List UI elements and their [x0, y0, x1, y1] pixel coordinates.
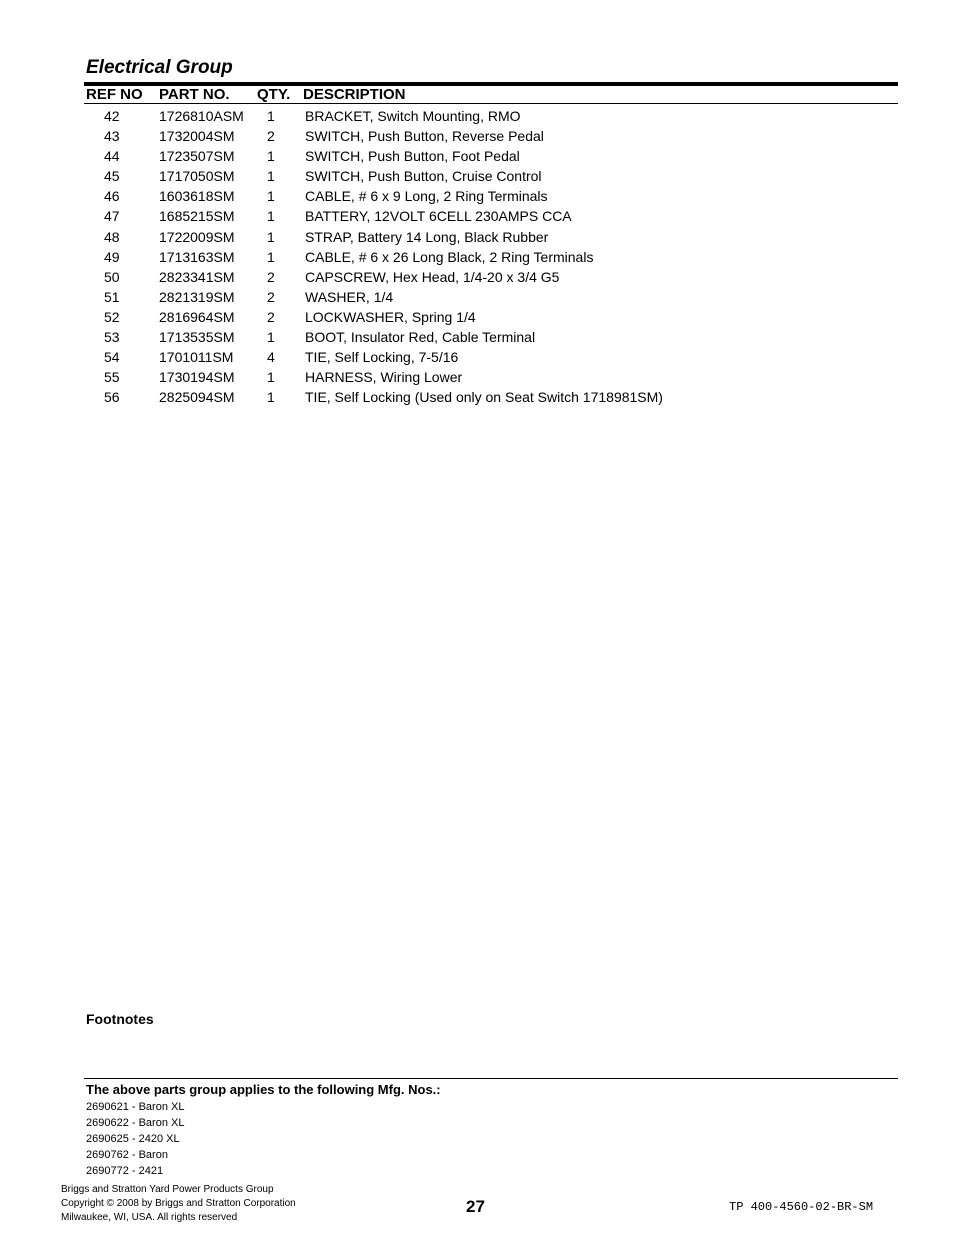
mfg-number-item: 2690772 - 2421	[86, 1165, 164, 1177]
qty-cell: 1	[267, 108, 275, 124]
parts-table	[84, 106, 898, 407]
table-row	[84, 126, 898, 146]
qty-cell: 1	[267, 168, 275, 185]
table-row	[84, 387, 898, 407]
copyright-line: Copyright © 2008 by Briggs and Stratton Corporation	[61, 1198, 296, 1209]
footer-divider	[84, 1078, 898, 1079]
description-cell: STRAP, Battery 14 Long, Black Rubber	[305, 228, 549, 245]
ref-cell: 48	[104, 228, 120, 245]
qty-cell: 1	[267, 389, 275, 406]
ref-cell: 45	[104, 168, 120, 185]
ref-cell: 42	[104, 108, 120, 124]
ref-cell: 43	[104, 128, 120, 145]
description-cell: LOCKWASHER, Spring 1/4	[305, 308, 476, 325]
qty-cell: 1	[267, 369, 275, 386]
table-row	[84, 206, 898, 226]
part-number-cell: 2825094SM	[159, 389, 235, 406]
qty-cell: 4	[267, 349, 275, 366]
description-cell: SWITCH, Push Button, Cruise Control	[305, 168, 542, 185]
rights-line: Milwaukee, WI, USA. All rights reserved	[61, 1212, 238, 1223]
ref-cell: 55	[104, 369, 120, 386]
description-cell: HARNESS, Wiring Lower	[305, 369, 463, 386]
description-cell: CAPSCREW, Hex Head, 1/4-20 x 3/4 G5	[305, 268, 560, 285]
qty-cell: 1	[267, 188, 275, 205]
description-cell: SWITCH, Push Button, Foot Pedal	[305, 148, 520, 165]
mfg-number-item: 2690625 - 2420 XL	[86, 1133, 180, 1145]
ref-cell: 49	[104, 248, 120, 265]
table-row	[84, 247, 898, 267]
ref-cell: 51	[104, 288, 120, 305]
part-number-cell: 1713163SM	[159, 248, 235, 265]
qty-cell: 2	[267, 128, 275, 145]
part-number-cell: 1717050SM	[159, 168, 235, 185]
part-number-cell: 1723507SM	[159, 148, 235, 165]
column-header-description: DESCRIPTION	[303, 86, 406, 103]
ref-cell: 50	[104, 268, 120, 285]
qty-cell: 1	[267, 148, 275, 165]
column-header-part: PART NO.	[159, 86, 230, 103]
table-row	[84, 267, 898, 287]
table-row	[84, 327, 898, 347]
table-row	[84, 347, 898, 367]
mfg-number-item: 2690621 - Baron XL	[86, 1101, 185, 1113]
table-header	[84, 86, 898, 104]
qty-cell: 2	[267, 268, 275, 285]
document-id: TP 400-4560-02-BR-SM	[729, 1200, 874, 1214]
part-number-cell: 1732004SM	[159, 128, 235, 145]
column-header-ref: REF NO	[86, 86, 143, 103]
qty-cell: 2	[267, 308, 275, 325]
table-row	[84, 367, 898, 387]
ref-cell: 47	[104, 208, 120, 225]
description-cell: BOOT, Insulator Red, Cable Terminal	[305, 329, 536, 346]
description-cell: BRACKET, Switch Mounting, RMO	[305, 108, 521, 124]
qty-cell: 1	[267, 208, 275, 225]
description-cell: WASHER, 1/4	[305, 288, 394, 305]
part-number-cell: 1603618SM	[159, 188, 235, 205]
publisher-line: Briggs and Stratton Yard Power Products Group	[61, 1184, 274, 1195]
qty-cell: 1	[267, 228, 275, 245]
ref-cell: 53	[104, 329, 120, 346]
ref-cell: 52	[104, 308, 120, 325]
qty-cell: 1	[267, 329, 275, 346]
mfg-number-item: 2690622 - Baron XL	[86, 1117, 185, 1129]
table-row	[84, 146, 898, 166]
description-cell: CABLE, # 6 x 9 Long, 2 Ring Terminals	[305, 188, 548, 205]
part-number-cell: 2816964SM	[159, 308, 235, 325]
table-row	[84, 307, 898, 327]
part-number-cell: 1701011SM	[159, 349, 234, 366]
page-number: 27	[466, 1197, 485, 1216]
qty-cell: 2	[267, 288, 275, 305]
applies-heading: The above parts group applies to the following Mfg. Nos.:	[86, 1082, 441, 1097]
table-row	[84, 287, 898, 307]
footnotes-heading: Footnotes	[86, 1011, 154, 1027]
mfg-number-item: 2690762 - Baron	[86, 1149, 168, 1161]
part-number-cell: 1730194SM	[159, 369, 235, 386]
part-number-cell: 1722009SM	[159, 228, 235, 245]
part-number-cell: 1713535SM	[159, 329, 235, 346]
column-header-qty: QTY.	[257, 86, 291, 103]
mfg-number-list	[86, 1099, 184, 1179]
ref-cell: 46	[104, 188, 120, 205]
description-cell: TIE, Self Locking, 7-5/16	[305, 349, 459, 366]
table-row	[84, 227, 898, 247]
part-number-cell: 2821319SM	[159, 288, 235, 305]
part-number-cell: 1685215SM	[159, 208, 235, 225]
table-row	[84, 166, 898, 186]
ref-cell: 56	[104, 389, 120, 406]
part-number-cell: 2823341SM	[159, 268, 235, 285]
qty-cell: 1	[267, 248, 275, 265]
table-row	[84, 186, 898, 206]
table-row	[84, 106, 898, 126]
description-cell: TIE, Self Locking (Used only on Seat Switch 1718981SM)	[305, 389, 663, 406]
page-title: Electrical Group	[86, 57, 233, 78]
part-number-cell: 1726810ASM	[159, 108, 244, 124]
ref-cell: 44	[104, 148, 120, 165]
description-cell: SWITCH, Push Button, Reverse Pedal	[305, 128, 544, 145]
description-cell: BATTERY, 12VOLT 6CELL 230AMPS CCA	[305, 208, 572, 225]
description-cell: CABLE, # 6 x 26 Long Black, 2 Ring Terminals	[305, 248, 594, 265]
publisher-info	[61, 1183, 296, 1225]
ref-cell: 54	[104, 349, 120, 366]
